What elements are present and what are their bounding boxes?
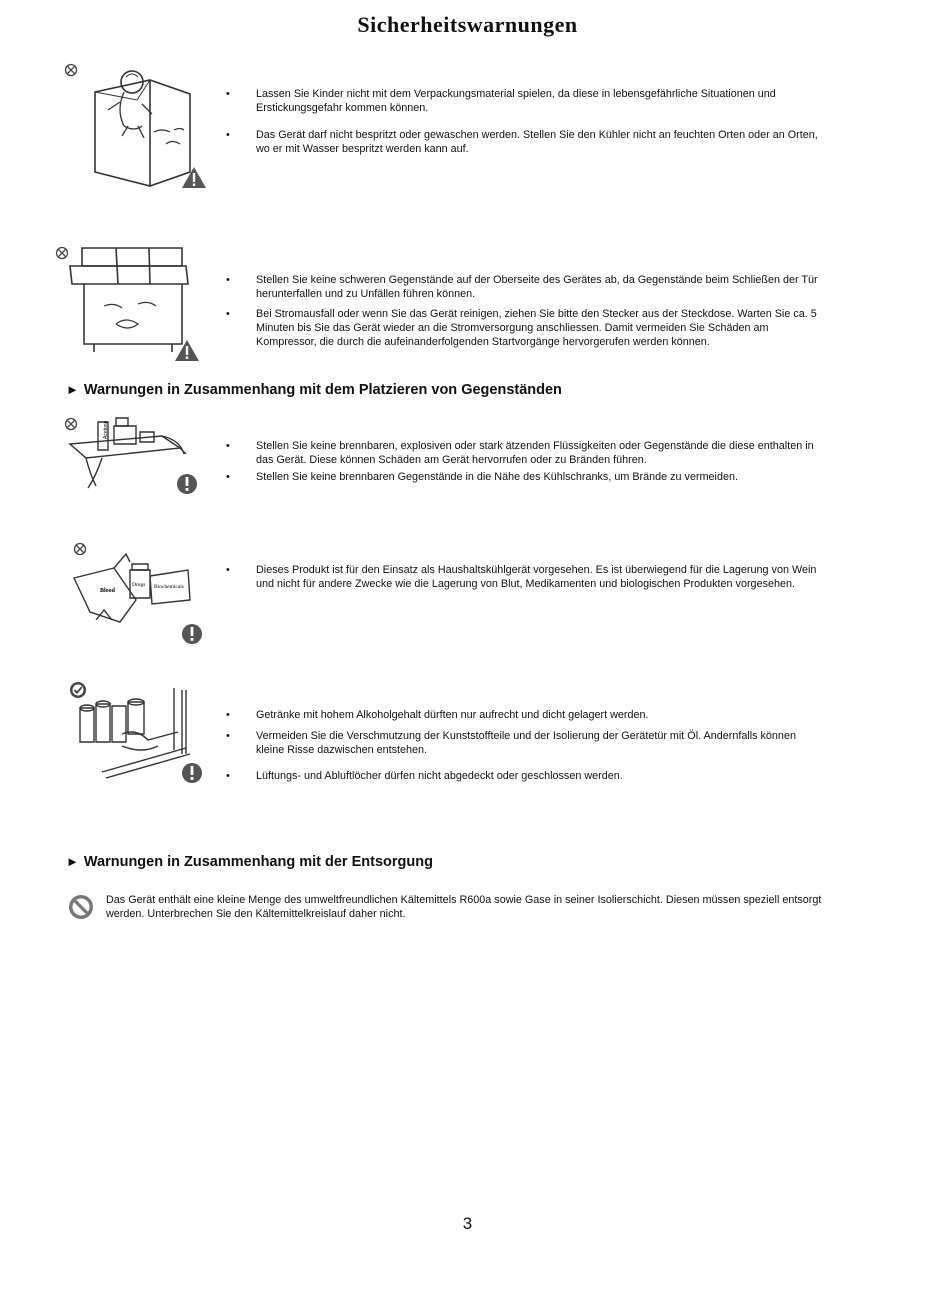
exclamation-circle-icon xyxy=(182,624,202,644)
bottle-label: Acetone xyxy=(103,420,109,439)
bullet-item: • Getränke mit hohem Alkoholgehalt dürften nur aufrecht und dicht gelagert werden. xyxy=(226,709,649,721)
bullet-item: • Stellen Sie keine brennbaren, explosiven oder stark ätzenden Flüssigkeiten oder Gegenstände die diese enthalten in das Gerät. Diese können Schäden am Gerät hervorrufen oder zu Bränden führen. xyxy=(226,440,814,466)
exclamation-circle-icon xyxy=(182,763,202,783)
illustration-child-on-cooler xyxy=(62,62,212,197)
illustration-heavy-items-on-top xyxy=(54,244,206,366)
bullet-list-block2 xyxy=(226,273,826,349)
illustration-flammables-shelf xyxy=(62,414,204,498)
bag-label: Blood xyxy=(100,588,116,594)
bullet-list-block3 xyxy=(226,439,826,484)
check-circle-icon xyxy=(70,682,86,698)
section-heading-disposal: ► Warnungen in Zusammenhang mit der Entsorgung xyxy=(66,854,433,870)
bullet-item: • Lüftungs- und Abluftlöcher dürfen nicht abgedeckt oder geschlossen werden. xyxy=(226,770,623,782)
box-label: Biochemicals xyxy=(154,584,184,590)
warning-triangle-icon xyxy=(175,340,199,361)
bullet-list-block1 xyxy=(226,87,826,156)
disposal-text: Das Gerät enthält eine kleine Menge des umweltfreundlichen Kältemittels R600a sowie Gase in seiner Isolierschicht. Diesen müssen speziell entsorgt werden. Unterbrechen Sie den Kältemittelkreislauf daher nicht. xyxy=(106,894,822,920)
page-title: Sicherheitswarnungen xyxy=(357,12,578,37)
illustration-blood-drugs xyxy=(66,540,208,648)
no-entry-icon xyxy=(68,894,94,920)
bullet-list-block4 xyxy=(226,563,826,591)
bullet-item: • Stellen Sie keine schweren Gegenstände auf der Oberseite des Gerätes ab, da Gegenstände beim Schließen der Tür herunterfallen und zu Unfällen führen können. xyxy=(226,274,818,300)
section-heading-placement: ► Warnungen in Zusammenhang mit dem Platzieren von Gegenständen xyxy=(66,382,562,398)
prohibited-icon xyxy=(66,65,77,76)
bullet-item: • Bei Stromausfall oder wenn Sie das Gerät reinigen, ziehen Sie bitte den Stecker aus der Steckdose. Warten Sie ca. 5 Minuten bis Sie das Gerät wieder an die Stromversorgung anschliessen. Damit vermeiden Sie Schäden am Kompressor, die durch die aufeinanderfolgenden Startvorgänge hervorgerufen werden können. xyxy=(226,308,817,348)
bullet-item: • Dieses Produkt ist für den Einsatz als Haushaltskühlgerät vorgesehen. Es ist überwiegend für die Lagerung von Wein und nicht für andere Zwecke wie die Lagerung von Blut, Medikamenten und biologischen Produkten vorgesehen. xyxy=(226,564,817,590)
bullet-item: • Stellen Sie keine brennbaren Gegenstände in die Nähe des Kühlschranks, um Brände zu vermeiden. xyxy=(226,471,738,483)
illustration-bottles-upright xyxy=(66,680,208,786)
bullet-list-block5 xyxy=(226,708,826,783)
page-number: 3 xyxy=(462,1214,473,1233)
prohibited-icon xyxy=(66,419,77,430)
warning-triangle-icon xyxy=(182,167,206,188)
bullet-item: • Lassen Sie Kinder nicht mit dem Verpackungsmaterial spielen, da diese in lebensgefährliche Situationen und Erstickungsgefahr kommen können. xyxy=(226,88,776,114)
prohibited-icon xyxy=(75,544,86,555)
exclamation-circle-icon xyxy=(177,474,197,494)
bullet-item: • Vermeiden Sie die Verschmutzung der Kunststoffteile und der Isolierung der Gerätetür mit Öl. Andernfalls können kleine Risse dazwischen entstehen. xyxy=(226,730,796,756)
bottle2-label: Drugs xyxy=(132,582,146,588)
bullet-item: • Das Gerät darf nicht bespritzt oder gewaschen werden. Stellen Sie den Kühler nicht an feuchten Orten oder an Orten, wo er mit Wasser bespritzt werden kann auf. xyxy=(226,129,818,155)
prohibited-icon xyxy=(57,248,68,259)
